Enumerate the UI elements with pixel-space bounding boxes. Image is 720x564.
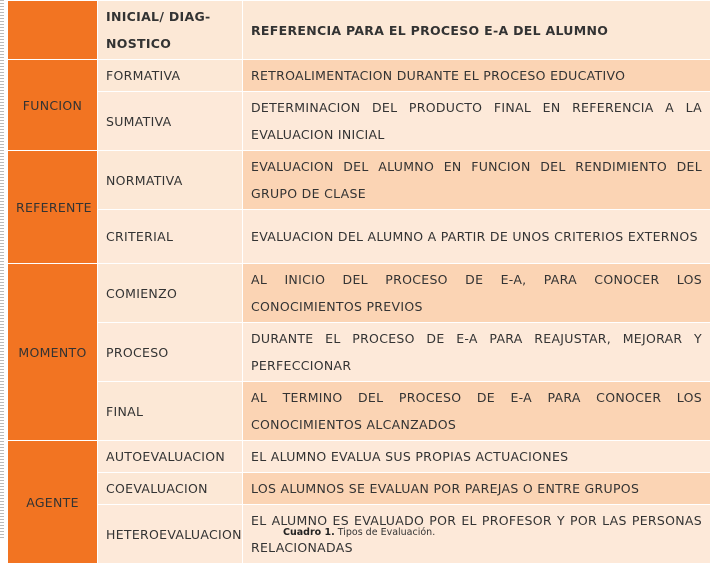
table-row [8,382,711,441]
category-agente: AGENTE [8,441,98,564]
description-cell: EVALUACION DEL ALUMNO A PARTIR DE UNOS CRITERIOS EXTERNOS [243,210,711,264]
description-cell: EL ALUMNO ES EVALUADO POR EL PROFESOR Y POR LAS PERSONAS RELACIONADAS [243,505,711,564]
table-row [8,151,711,210]
description-cell: RETROALIMENTACION DURANTE EL PROCESO EDUCATIVO [243,60,711,92]
table-row [8,60,711,92]
type-cell: CRITERIAL [98,210,243,264]
category-funcion: FUNCION [8,60,98,151]
description-cell: DURANTE EL PROCESO DE E-A PARA REAJUSTAR, MEJORAR Y PERFECCIONAR [243,323,711,382]
table-row [8,473,711,505]
type-cell: NORMATIVA [98,151,243,210]
table-row [8,323,711,382]
category-momento: MOMENTO [8,264,98,441]
table-row [8,264,711,323]
type-cell: COMIENZO [98,264,243,323]
description-cell: AL INICIO DEL PROCESO DE E-A, PARA CONOCER LOS CONOCIMIENTOS PREVIOS [243,264,711,323]
type-cell: HETEROEVALUACION [98,505,243,564]
header-reference: REFERENCIA PARA EL PROCESO E-A DEL ALUMNO [243,1,711,60]
type-cell: SUMATIVA [98,92,243,151]
table-row [8,441,711,473]
header-initial-diagnostic: INICIAL/ DIAG-NOSTICO [98,1,243,60]
description-cell: EVALUACION DEL ALUMNO EN FUNCION DEL RENDIMIENTO DEL GRUPO DE CLASE [243,151,711,210]
type-cell: FORMATIVA [98,60,243,92]
table-row [8,210,711,264]
type-cell: FINAL [98,382,243,441]
category-referente: REFERENTE [8,151,98,264]
table-row [8,92,711,151]
table-caption [283,527,435,538]
description-cell: AL TERMINO DEL PROCESO DE E-A PARA CONOCER LOS CONOCIMIENTOS ALCANZADOS [243,382,711,441]
caption-label: Cuadro 1. [283,527,335,538]
header-corner-cell [8,1,98,60]
table-body [8,1,711,564]
header-row [8,1,711,60]
type-cell: PROCESO [98,323,243,382]
evaluation-types-table [7,0,711,564]
description-cell: EL ALUMNO EVALUA SUS PROPIAS ACTUACIONES [243,441,711,473]
description-cell: LOS ALUMNOS SE EVALUAN POR PAREJAS O ENTRE GRUPOS [243,473,711,505]
caption-text: Tipos de Evaluación. [337,527,436,538]
type-cell: COEVALUACION [98,473,243,505]
dotted-edge [0,0,4,540]
description-cell: DETERMINACION DEL PRODUCTO FINAL EN REFERENCIA A LA EVALUACION INICIAL [243,92,711,151]
type-cell: AUTOEVALUACION [98,441,243,473]
